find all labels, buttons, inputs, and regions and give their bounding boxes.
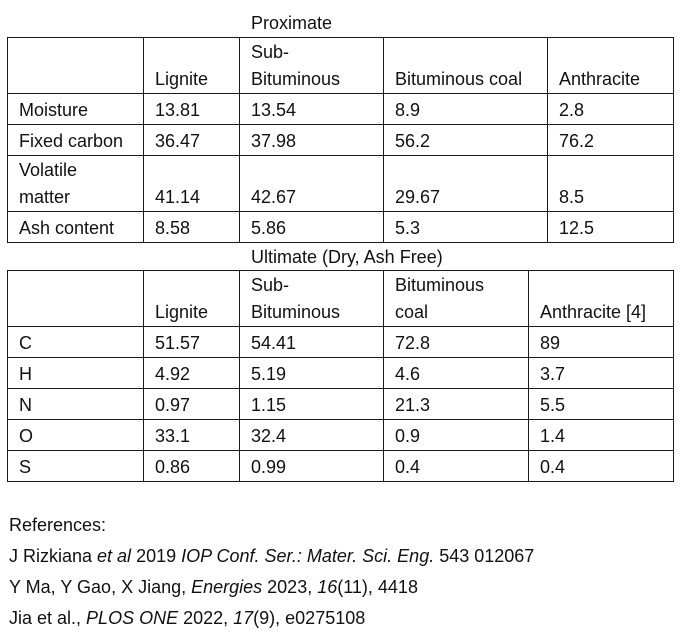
table-cell: 36.47	[144, 125, 240, 156]
table-cell: 54.41	[240, 327, 384, 358]
table-cell: 0.97	[144, 389, 240, 420]
row-label: C	[8, 327, 144, 358]
table-cell: 33.1	[144, 420, 240, 451]
table-cell: 4.92	[144, 358, 240, 389]
column-header: Lignite	[144, 271, 240, 327]
table-cell: 3.7	[529, 358, 674, 389]
row-label: S	[8, 451, 144, 482]
table-cell: 56.2	[384, 125, 548, 156]
table-cell: 42.67	[240, 156, 384, 212]
table-cell: 2.8	[548, 94, 674, 125]
table-cell: 5.19	[240, 358, 384, 389]
table-cell: 72.8	[384, 327, 529, 358]
row-label: Fixed carbon	[8, 125, 144, 156]
row-label: Volatile matter	[8, 156, 144, 212]
row-label: Moisture	[8, 94, 144, 125]
table-cell: 8.5	[548, 156, 674, 212]
table-cell: 0.86	[144, 451, 240, 482]
table-cell: 13.54	[240, 94, 384, 125]
column-header: Sub- Bituminous	[240, 38, 384, 94]
table-cell: 0.9	[384, 420, 529, 451]
row-label: O	[8, 420, 144, 451]
proximate-table	[7, 37, 674, 243]
header-row	[8, 271, 674, 327]
column-header: Bituminous coal	[384, 271, 529, 327]
row-label: Ash content	[8, 212, 144, 243]
references-heading: References:	[9, 515, 107, 535]
reference-2: Y Ma, Y Gao, X Jiang, Energies 2023, 16(11), 4418	[9, 577, 418, 597]
table-cell: 5.3	[384, 212, 548, 243]
table-row	[8, 451, 674, 482]
table-cell: 5.86	[240, 212, 384, 243]
table-row	[8, 125, 674, 156]
table-cell: 1.4	[529, 420, 674, 451]
table-cell: 21.3	[384, 389, 529, 420]
column-header: Anthracite	[548, 38, 674, 94]
table-cell: 4.6	[384, 358, 529, 389]
reference-3: Jia et al., PLOS ONE 2022, 17(9), e0275108	[9, 608, 366, 628]
header-row	[8, 38, 674, 94]
table-row	[8, 358, 674, 389]
table-cell: 41.14	[144, 156, 240, 212]
table-cell: 0.99	[240, 451, 384, 482]
table-cell: 1.15	[240, 389, 384, 420]
table-cell: 89	[529, 327, 674, 358]
table-cell: 13.81	[144, 94, 240, 125]
column-header: Bituminous coal	[384, 38, 548, 94]
column-header: Lignite	[144, 38, 240, 94]
table-cell: 29.67	[384, 156, 548, 212]
column-header	[8, 38, 144, 94]
row-label: N	[8, 389, 144, 420]
table-cell: 51.57	[144, 327, 240, 358]
table-row	[8, 327, 674, 358]
column-header	[8, 271, 144, 327]
table-row	[8, 94, 674, 125]
table-cell: 32.4	[240, 420, 384, 451]
table-row	[8, 420, 674, 451]
table-row	[8, 212, 674, 243]
column-header: Anthracite [4]	[529, 271, 674, 327]
table-row	[8, 156, 674, 212]
table-cell: 5.5	[529, 389, 674, 420]
ultimate-table	[7, 270, 674, 482]
table-cell: 8.58	[144, 212, 240, 243]
row-label: H	[8, 358, 144, 389]
references	[9, 510, 534, 634]
ultimate-title: Ultimate (Dry, Ash Free)	[251, 247, 443, 267]
table-cell: 12.5	[548, 212, 674, 243]
proximate-title: Proximate	[251, 13, 333, 33]
table-cell: 0.4	[384, 451, 529, 482]
table-cell: 8.9	[384, 94, 548, 125]
table-row	[8, 389, 674, 420]
column-header: Sub- Bituminous	[240, 271, 384, 327]
reference-1: J Rizkiana et al 2019 IOP Conf. Ser.: Mater. Sci. Eng. 543 012067	[9, 546, 535, 566]
table-cell: 0.4	[529, 451, 674, 482]
table-cell: 37.98	[240, 125, 384, 156]
table-cell: 76.2	[548, 125, 674, 156]
